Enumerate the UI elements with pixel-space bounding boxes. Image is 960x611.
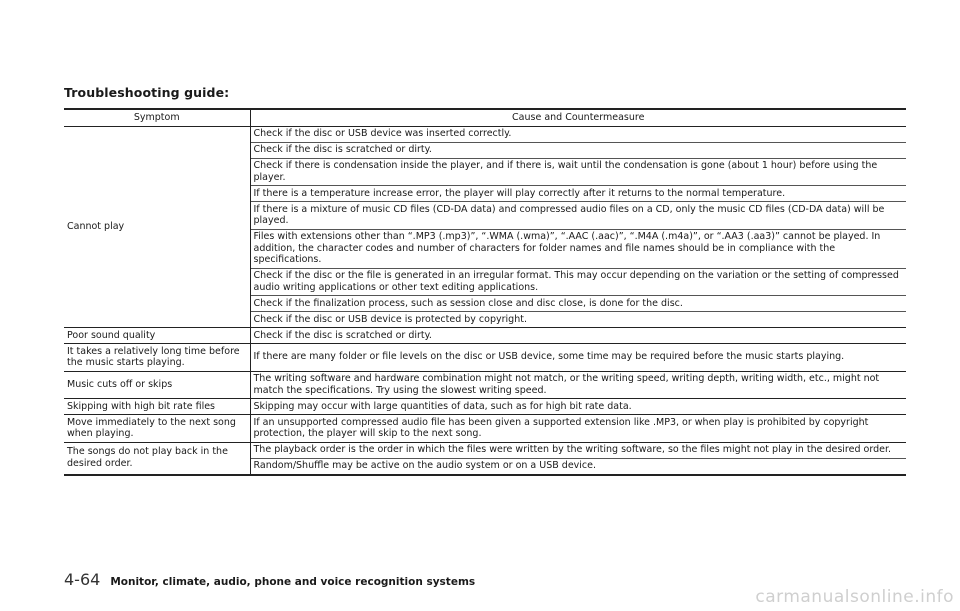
table-header-row [64,109,906,126]
cause-cell: Random/Shuffle may be active on the audio system or on a USB device. [250,458,906,475]
table-row [64,442,906,458]
cause-cell: The writing software and hardware combination might not match, or the writing speed, writing depth, writing width, etc., might not match the specifications. Try using the slowest writing speed. [250,371,906,399]
cause-cell: Check if the disc is scratched or dirty. [250,328,906,344]
cause-header: Cause and Countermeasure [250,109,906,126]
cause-cell: Skipping may occur with large quantities of data, such as for high bit rate data. [250,399,906,415]
cause-cell: The playback order is the order in which the files were written by the writing software, so the files might not play in the desired order. [250,442,906,458]
cause-cell: Check if there is condensation inside the player, and if there is, wait until the condensation is gone (about 1 hour) before using the player. [250,158,906,186]
cause-cell: Check if the disc or USB device was inserted correctly. [250,126,906,142]
chapter-title: Monitor, climate, audio, phone and voice recognition systems [110,576,476,588]
table-row [64,126,906,142]
table-row [64,344,906,372]
cause-cell: If there is a mixture of music CD files (CD-DA data) and compressed audio files on a CD, only the music CD files (CD-DA data) will be played. [250,202,906,230]
cause-cell: If there is a temperature increase error, the player will play correctly after it returns to the normal temperature. [250,186,906,202]
page-title: Troubleshooting guide: [64,85,230,100]
troubleshooting-table [64,108,906,476]
symptom-header: Symptom [64,109,250,126]
page-number: 4-64 [64,570,101,589]
page-footer [64,570,475,589]
table-row [64,415,906,443]
table-row [64,328,906,344]
symptom-cell: The songs do not play back in the desired order. [64,442,250,475]
cause-cell: Check if the disc is scratched or dirty. [250,142,906,158]
symptom-cell: Move immediately to the next song when playing. [64,415,250,443]
cause-cell: Check if the disc or USB device is protected by copyright. [250,312,906,328]
cause-cell: Check if the disc or the file is generated in an irregular format. This may occur depending on the variation or the setting of compressed audio writing applications or other text editing applications. [250,268,906,296]
symptom-cell: Cannot play [64,126,250,328]
symptom-cell: It takes a relatively long time before the music starts playing. [64,344,250,372]
table-row [64,399,906,415]
cause-cell: If an unsupported compressed audio file has been given a supported extension like .MP3, or when play is prohibited by copyright protection, the player will skip to the next song. [250,415,906,443]
watermark: carmanualsonline.info [755,587,954,607]
symptom-cell: Poor sound quality [64,328,250,344]
symptom-cell: Music cuts off or skips [64,371,250,399]
table-row [64,371,906,399]
cause-cell: Check if the finalization process, such as session close and disc close, is done for the disc. [250,296,906,312]
cause-cell: Files with extensions other than “.MP3 (.mp3)”, “.WMA (.wma)”, “.AAC (.aac)”, “.M4A (.m4a)”, or “.AA3 (.aa3)” cannot be played. In addition, the character codes and number of characters for folder names and file names should be in compliance with the specifications. [250,229,906,268]
symptom-cell: Skipping with high bit rate files [64,399,250,415]
cause-cell: If there are many folder or file levels on the disc or USB device, some time may be required before the music starts playing. [250,344,906,372]
table-body [64,126,906,475]
